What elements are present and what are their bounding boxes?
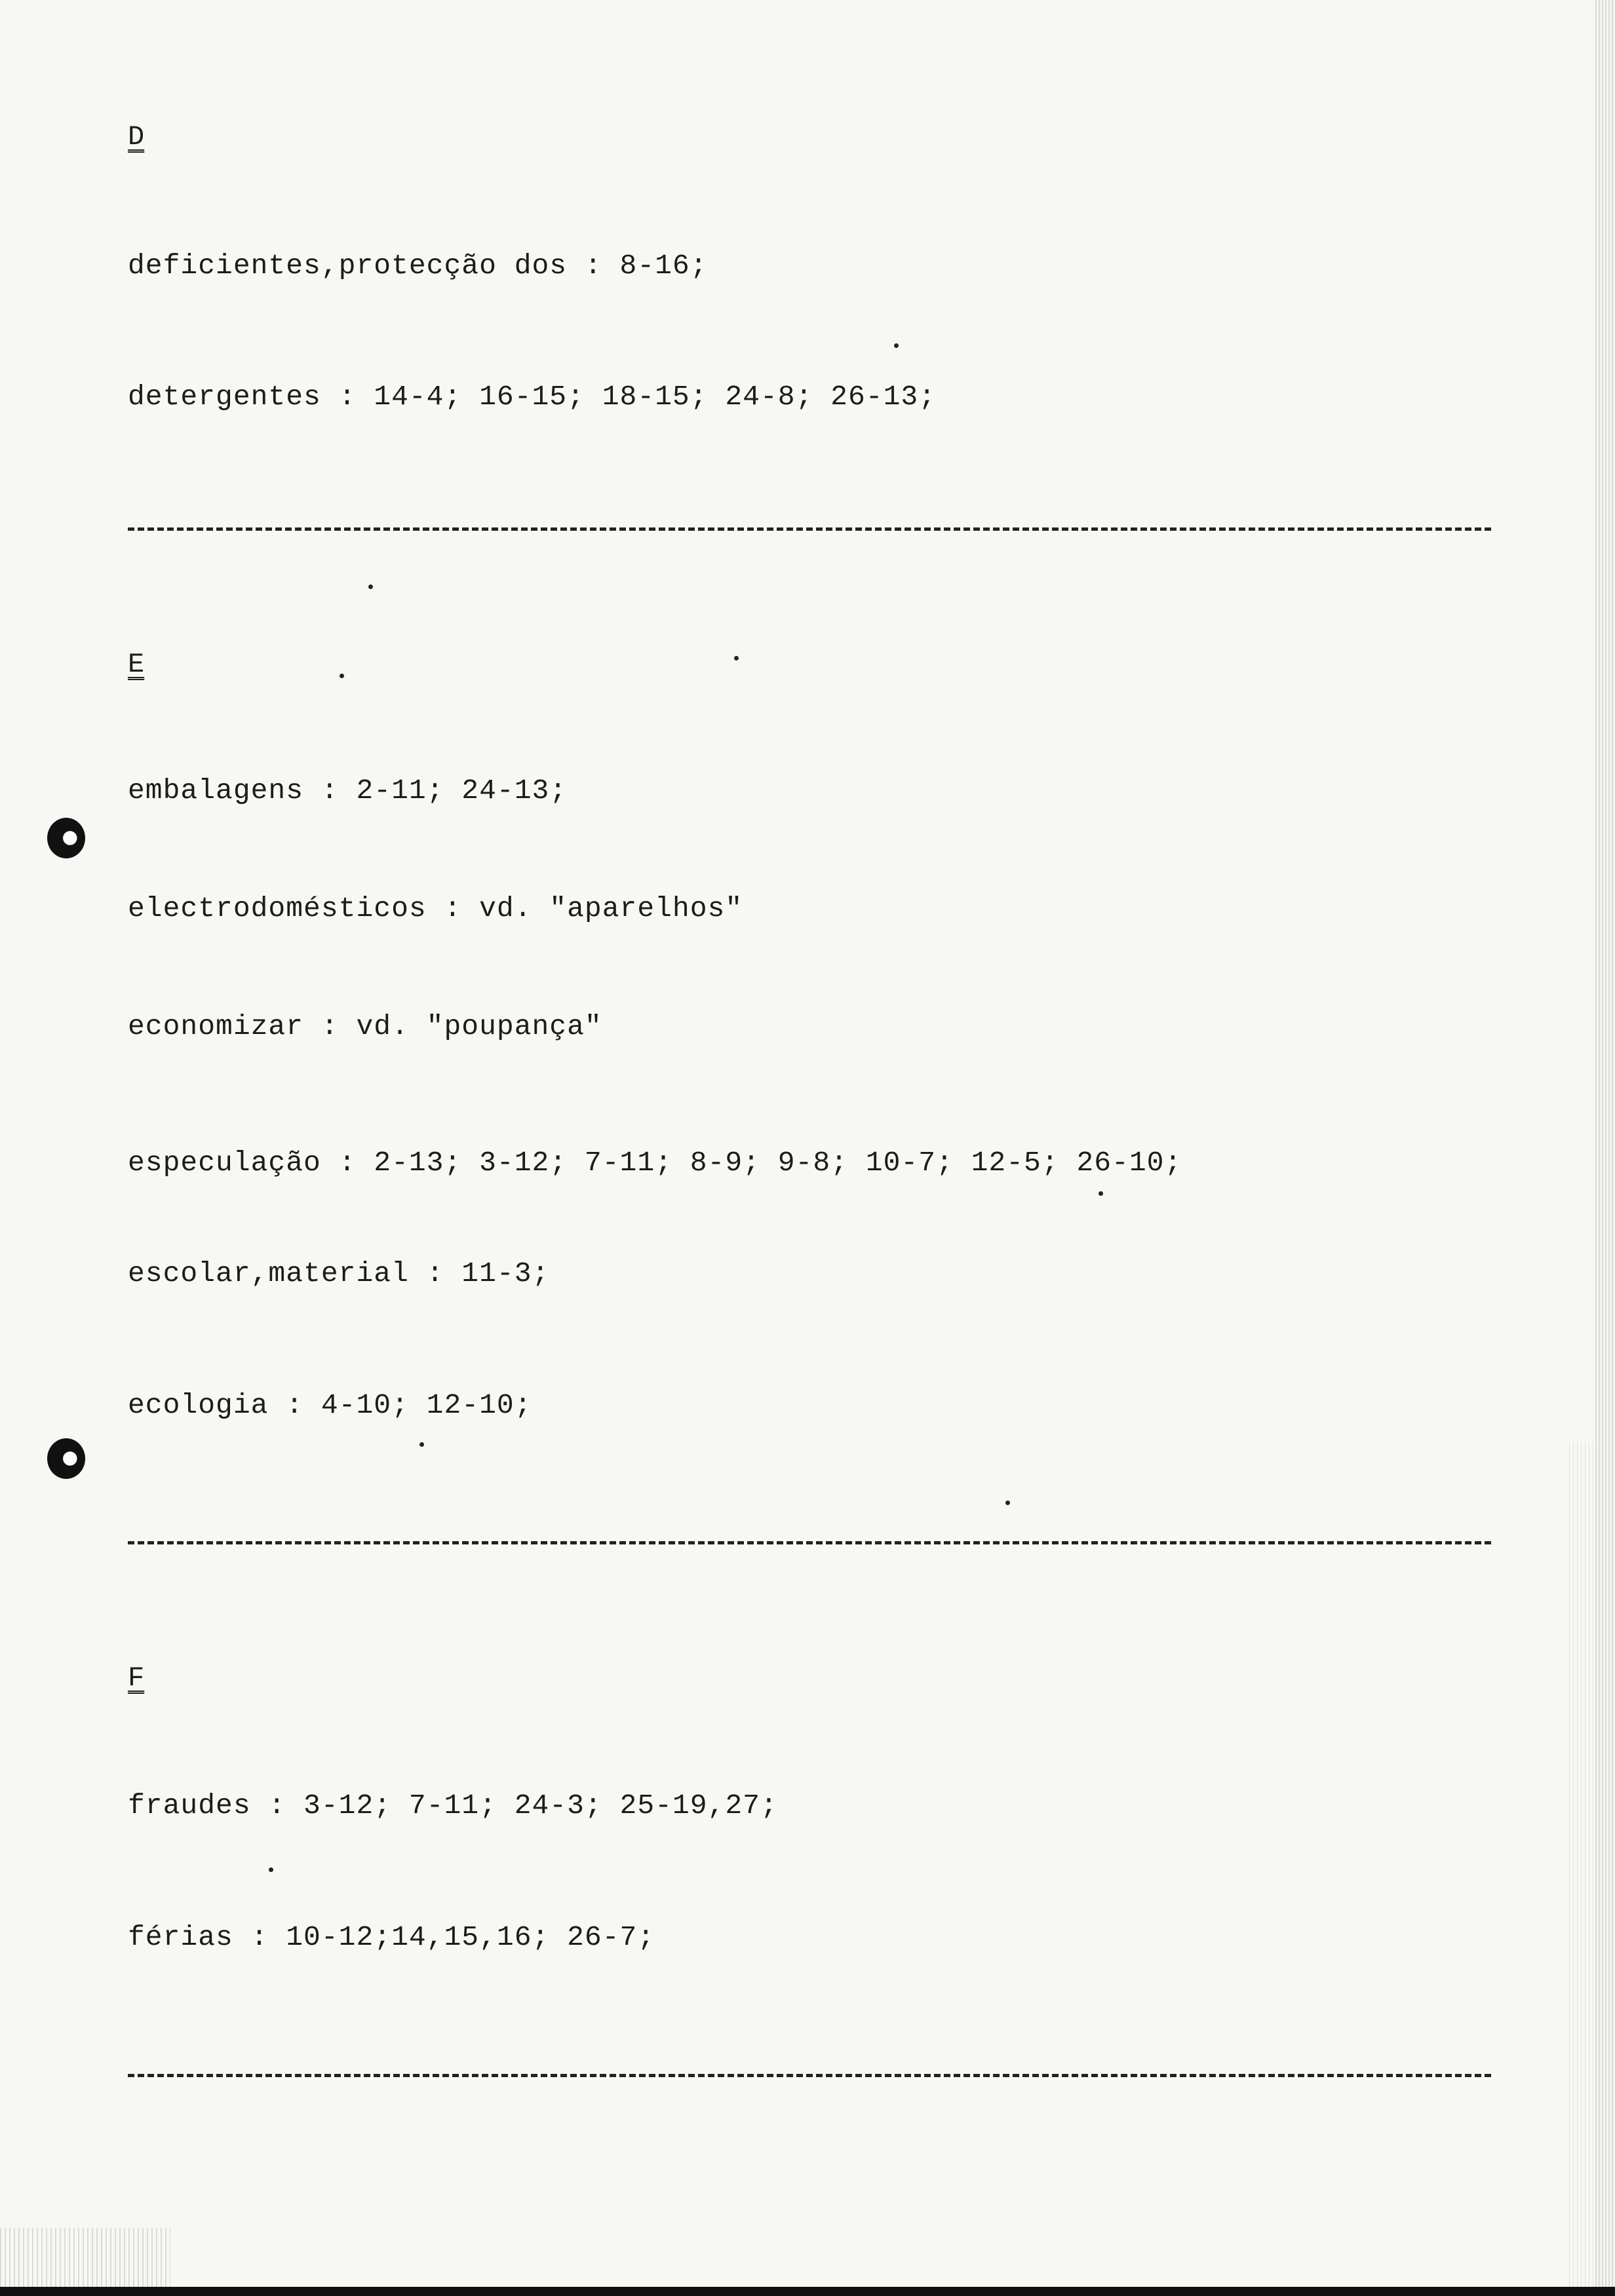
scan-speck: [1005, 1501, 1010, 1505]
index-entry-ferias: férias : 10-12;14,15,16; 26-7;: [128, 1921, 655, 1953]
index-entry-especulacao: especulação : 2-13; 3-12; 7-11; 8-9; 9-8; 10-7; 12-5; 26-10;: [128, 1147, 1182, 1179]
scan-speck: [894, 343, 899, 348]
index-entry-ecologia: ecologia : 4-10; 12-10;: [128, 1389, 532, 1421]
scan-speck: [734, 656, 739, 660]
punch-hole: [47, 1438, 85, 1479]
index-entry-detergentes: detergentes : 14-4; 16-15; 18-15; 24-8; 26-13;: [128, 381, 936, 413]
scan-edge: [0, 2287, 1615, 2296]
scan-edge: [0, 2228, 170, 2287]
section-separator: [128, 527, 1491, 531]
punch-hole: [47, 818, 85, 858]
scan-speck: [419, 1442, 424, 1447]
index-entry-electrodomesticos: electrodomésticos : vd. "aparelhos": [128, 892, 743, 925]
section-separator: [128, 2074, 1491, 2077]
section-separator: [128, 1541, 1491, 1544]
section-letter-e: E: [128, 649, 145, 680]
scan-edge: [1569, 1442, 1595, 2296]
index-entry-economizar: economizar : vd. "poupança": [128, 1010, 602, 1043]
section-letter-f: F: [128, 1662, 145, 1694]
section-letter-d: D: [128, 121, 145, 153]
scan-speck: [1099, 1191, 1103, 1196]
scan-speck: [368, 584, 373, 589]
index-entry-deficientes: deficientes,protecção dos : 8-16;: [128, 250, 708, 282]
index-entry-fraudes: fraudes : 3-12; 7-11; 24-3; 25-19,27;: [128, 1789, 778, 1822]
index-entry-escolar: escolar,material : 11-3;: [128, 1257, 550, 1290]
scan-edge: [1595, 0, 1615, 2296]
scan-speck: [340, 674, 344, 678]
scan-speck: [269, 1867, 273, 1872]
index-entry-embalagens: embalagens : 2-11; 24-13;: [128, 775, 568, 807]
